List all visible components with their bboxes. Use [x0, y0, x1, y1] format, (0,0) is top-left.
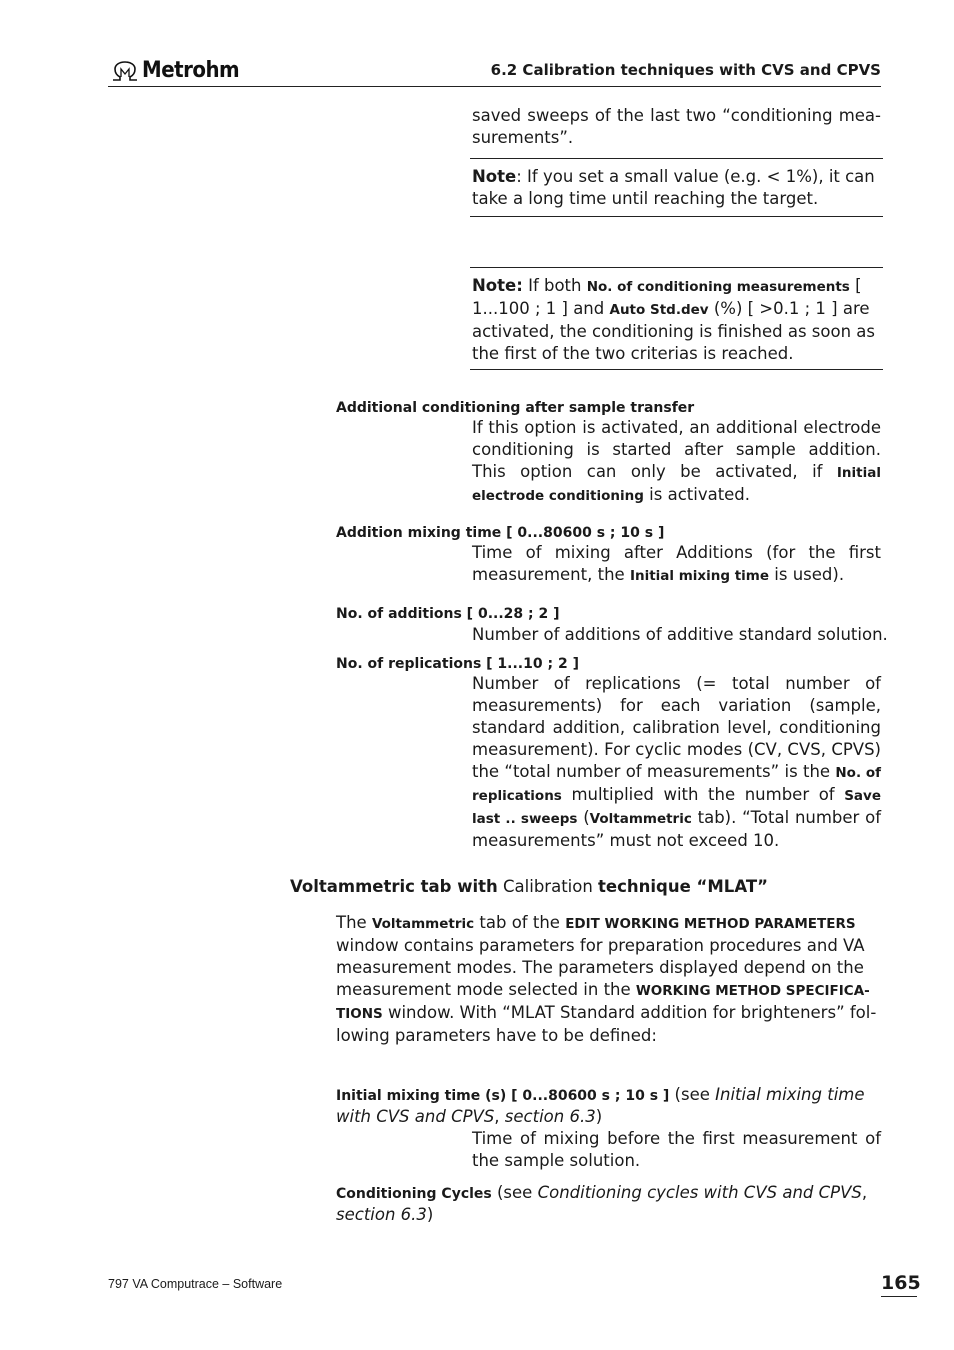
initial-mixing-time-row — [336, 1084, 881, 1128]
note2-top-rule — [470, 267, 883, 268]
no-of-replications-desc — [472, 673, 881, 852]
add-mix-param: Initial mixing time — [629, 568, 770, 584]
param-additional-conditioning: Additional conditioning after sample transfer — [336, 400, 695, 416]
header-rule — [108, 86, 881, 87]
n-rep-param-1: No. of replications — [472, 765, 881, 804]
logo-wordmark: Metrohm — [142, 58, 240, 83]
note1-top-rule — [470, 158, 883, 159]
conditioning-cycles-row — [336, 1182, 881, 1226]
param-addition-mixing-time: Addition mixing time [ 0...80600 s ; 10 s ] — [336, 525, 665, 541]
mlat-p-text-3: window contains parameters for preparation procedures and VA measurement modes. The parameters displayed depend on the measurement mode selected in the — [336, 936, 865, 999]
cc-see: (see — [491, 1183, 538, 1202]
metrohm-logo — [110, 58, 239, 83]
heading-part-3: technique “MLAT” — [598, 877, 768, 896]
note1-bottom-rule — [470, 216, 883, 217]
add-cond-param: Initial electrode conditioning — [472, 465, 881, 504]
mlat-p-tab: Voltammetric — [371, 916, 475, 932]
imt-comma: , — [494, 1107, 505, 1126]
heading-part-1: Voltammetric tab with — [290, 877, 498, 896]
cc-close: ) — [426, 1205, 434, 1224]
cc-section: section 6.3 — [336, 1205, 427, 1224]
running-header: 6.2 Calibration techniques with CVS and CPVS — [490, 61, 881, 79]
omega-logo-icon — [110, 60, 140, 82]
n-rep-text-4: tab). “Total number of measurements” must not exceed 10. — [472, 808, 882, 850]
n-rep-param-2: Save last .. sweeps — [472, 788, 881, 827]
mlat-p-text-4: window. With “MLAT Standard addition for brighteners” following parameters have to be defined: — [336, 1003, 877, 1045]
saved-sweeps-text: saved sweeps of the last two “conditioning measurements”. — [472, 106, 881, 147]
note1-text: : If you set a small value (e.g. < 1%), it can take a long time until reaching the target. — [472, 167, 875, 208]
param-no-of-additions: No. of additions [ 0...28 ; 2 ] — [336, 606, 560, 622]
add-cond-text-1: If this option is activated, an additional electrode conditioning is started after sample addition. This option can only be activated, if — [472, 418, 881, 481]
mlat-intro-paragraph — [336, 912, 881, 1047]
n-rep-text-2: multiplied with the number of — [561, 785, 845, 804]
param-no-of-replications: No. of replications [ 1...10 ; 2 ] — [336, 656, 579, 672]
cc-comma: , — [861, 1183, 868, 1202]
note1-label: Note — [472, 167, 517, 186]
note2-text-2: [ 1...100 ; 1 ] and — [472, 276, 862, 318]
mlat-p-text-1: The — [336, 913, 372, 932]
mlat-p-window-1: EDIT WORKING METHOD PARAMETERS — [565, 916, 856, 932]
footer-product: 797 VA Computrace – Software — [108, 1277, 283, 1291]
imt-section: section 6.3 — [504, 1107, 596, 1126]
mlat-p-text-2: tab of the — [474, 913, 566, 932]
note2-bottom-rule — [470, 369, 883, 370]
no-of-additions-desc: Number of additions of additive standard solution. — [472, 625, 888, 644]
section-heading-mlat — [290, 877, 768, 896]
note2-param-1: No. of conditioning measurements — [586, 279, 850, 295]
n-rep-text-3: ( — [577, 808, 590, 827]
page-number: 165 — [881, 1272, 917, 1297]
imt-close: ) — [595, 1107, 603, 1126]
initial-mixing-time-desc: Time of mixing before the first measurement of the sample solution. — [472, 1129, 881, 1170]
add-cond-text-2: is activated. — [643, 485, 751, 504]
param-initial-mixing-time: Initial mixing time (s) [ 0...80600 s ; 10 s ] — [336, 1088, 670, 1104]
addition-mixing-time-desc — [472, 542, 881, 587]
n-rep-text-1: Number of replications (= total number of measurements) for each variation (sample, standard addition, calibration level, conditioning measurement). For cyclic modes (CV, CVS, CPVS) the “total number of measurements” is the — [472, 674, 881, 781]
heading-part-2: Calibration — [497, 877, 599, 896]
note1 — [472, 166, 881, 210]
add-mix-text-1: Time of mixing after Additions (for the first measurement, the — [472, 543, 881, 584]
add-mix-text-2: is used). — [769, 565, 845, 584]
cc-reference: Conditioning cycles with CVS and CPVS — [537, 1183, 862, 1202]
imt-reference: Initial mixing time with CVS and CPVS — [336, 1085, 865, 1126]
imt-see: (see — [669, 1085, 716, 1104]
n-rep-param-3: Voltammetric — [589, 811, 692, 827]
mlat-p-window-2: WORKING METHOD SPECIFICATIONS — [336, 983, 870, 1022]
note2-text-1: If both — [522, 276, 587, 295]
note2 — [472, 275, 881, 365]
note2-param-2: Auto Std.dev — [609, 302, 709, 318]
additional-conditioning-desc — [472, 417, 881, 507]
note2-text-3: (%) [ >0.1 ; 1 ] are activated, the conditioning is finished as soon as the first of the two criterias is reached. — [472, 299, 876, 363]
note2-label: Note: — [472, 276, 523, 295]
param-conditioning-cycles: Conditioning Cycles — [336, 1186, 492, 1202]
